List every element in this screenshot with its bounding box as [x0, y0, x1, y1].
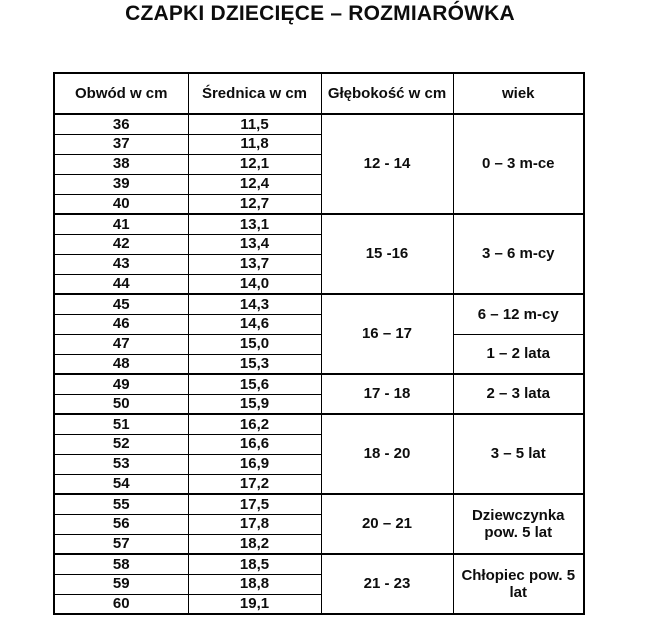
glebokosc-cell: 20 – 21: [321, 494, 453, 554]
srednica-cell: 12,7: [188, 194, 321, 214]
obwod-cell: 36: [54, 114, 188, 134]
header-srednica: Średnica w cm: [188, 73, 321, 114]
table-row: [54, 554, 584, 574]
obwod-cell: 52: [54, 434, 188, 454]
srednica-cell: 14,3: [188, 294, 321, 314]
table-row: [54, 214, 584, 234]
glebokosc-cell: 16 – 17: [321, 294, 453, 374]
table-row: [54, 494, 584, 514]
obwod-cell: 46: [54, 314, 188, 334]
srednica-cell: 17,2: [188, 474, 321, 494]
obwod-cell: 49: [54, 374, 188, 394]
srednica-cell: 15,6: [188, 374, 321, 394]
header-wiek: wiek: [453, 73, 584, 114]
obwod-cell: 45: [54, 294, 188, 314]
obwod-cell: 57: [54, 534, 188, 554]
glebokosc-cell: 15 -16: [321, 214, 453, 294]
obwod-cell: 50: [54, 394, 188, 414]
srednica-cell: 15,3: [188, 354, 321, 374]
srednica-cell: 18,2: [188, 534, 321, 554]
srednica-cell: 14,6: [188, 314, 321, 334]
glebokosc-cell: 21 - 23: [321, 554, 453, 614]
table-row: [54, 294, 584, 314]
srednica-cell: 13,7: [188, 254, 321, 274]
header-row: [54, 73, 584, 114]
srednica-cell: 12,4: [188, 174, 321, 194]
header-glebokosc: Głębokość w cm: [321, 73, 453, 114]
size-chart-table: [53, 72, 585, 615]
table-row: [54, 334, 584, 354]
obwod-cell: 59: [54, 574, 188, 594]
srednica-cell: 18,5: [188, 554, 321, 574]
wiek-cell: Dziewczynka pow. 5 lat: [453, 494, 584, 554]
obwod-cell: 41: [54, 214, 188, 234]
obwod-cell: 44: [54, 274, 188, 294]
obwod-cell: 58: [54, 554, 188, 574]
page-title: CZAPKI DZIECIĘCE – ROZMIARÓWKA: [125, 2, 515, 25]
srednica-cell: 11,8: [188, 134, 321, 154]
obwod-cell: 48: [54, 354, 188, 374]
glebokosc-cell: 12 - 14: [321, 114, 453, 214]
obwod-cell: 60: [54, 594, 188, 614]
srednica-cell: 17,5: [188, 494, 321, 514]
srednica-cell: 15,0: [188, 334, 321, 354]
srednica-cell: 16,6: [188, 434, 321, 454]
wiek-cell: 2 – 3 lata: [453, 374, 584, 414]
glebokosc-cell: 18 - 20: [321, 414, 453, 494]
size-chart-body: [54, 114, 584, 614]
wiek-cell: 0 – 3 m-ce: [453, 114, 584, 214]
header-obwod: Obwód w cm: [54, 73, 188, 114]
wiek-cell: Chłopiec pow. 5 lat: [453, 554, 584, 614]
obwod-cell: 43: [54, 254, 188, 274]
wiek-cell: 1 – 2 lata: [453, 334, 584, 374]
glebokosc-cell: 17 - 18: [321, 374, 453, 414]
srednica-cell: 11,5: [188, 114, 321, 134]
srednica-cell: 19,1: [188, 594, 321, 614]
obwod-cell: 38: [54, 154, 188, 174]
srednica-cell: 12,1: [188, 154, 321, 174]
srednica-cell: 16,2: [188, 414, 321, 434]
obwod-cell: 53: [54, 454, 188, 474]
obwod-cell: 37: [54, 134, 188, 154]
obwod-cell: 51: [54, 414, 188, 434]
srednica-cell: 18,8: [188, 574, 321, 594]
srednica-cell: 15,9: [188, 394, 321, 414]
wiek-cell: 6 – 12 m-cy: [453, 294, 584, 334]
table-row: [54, 374, 584, 394]
table-row: [54, 114, 584, 134]
wiek-cell: 3 – 5 lat: [453, 414, 584, 494]
table-row: [54, 414, 584, 434]
obwod-cell: 42: [54, 234, 188, 254]
srednica-cell: 13,4: [188, 234, 321, 254]
srednica-cell: 13,1: [188, 214, 321, 234]
wiek-cell: 3 – 6 m-cy: [453, 214, 584, 294]
obwod-cell: 40: [54, 194, 188, 214]
obwod-cell: 55: [54, 494, 188, 514]
obwod-cell: 39: [54, 174, 188, 194]
srednica-cell: 17,8: [188, 514, 321, 534]
obwod-cell: 54: [54, 474, 188, 494]
srednica-cell: 16,9: [188, 454, 321, 474]
obwod-cell: 47: [54, 334, 188, 354]
obwod-cell: 56: [54, 514, 188, 534]
srednica-cell: 14,0: [188, 274, 321, 294]
